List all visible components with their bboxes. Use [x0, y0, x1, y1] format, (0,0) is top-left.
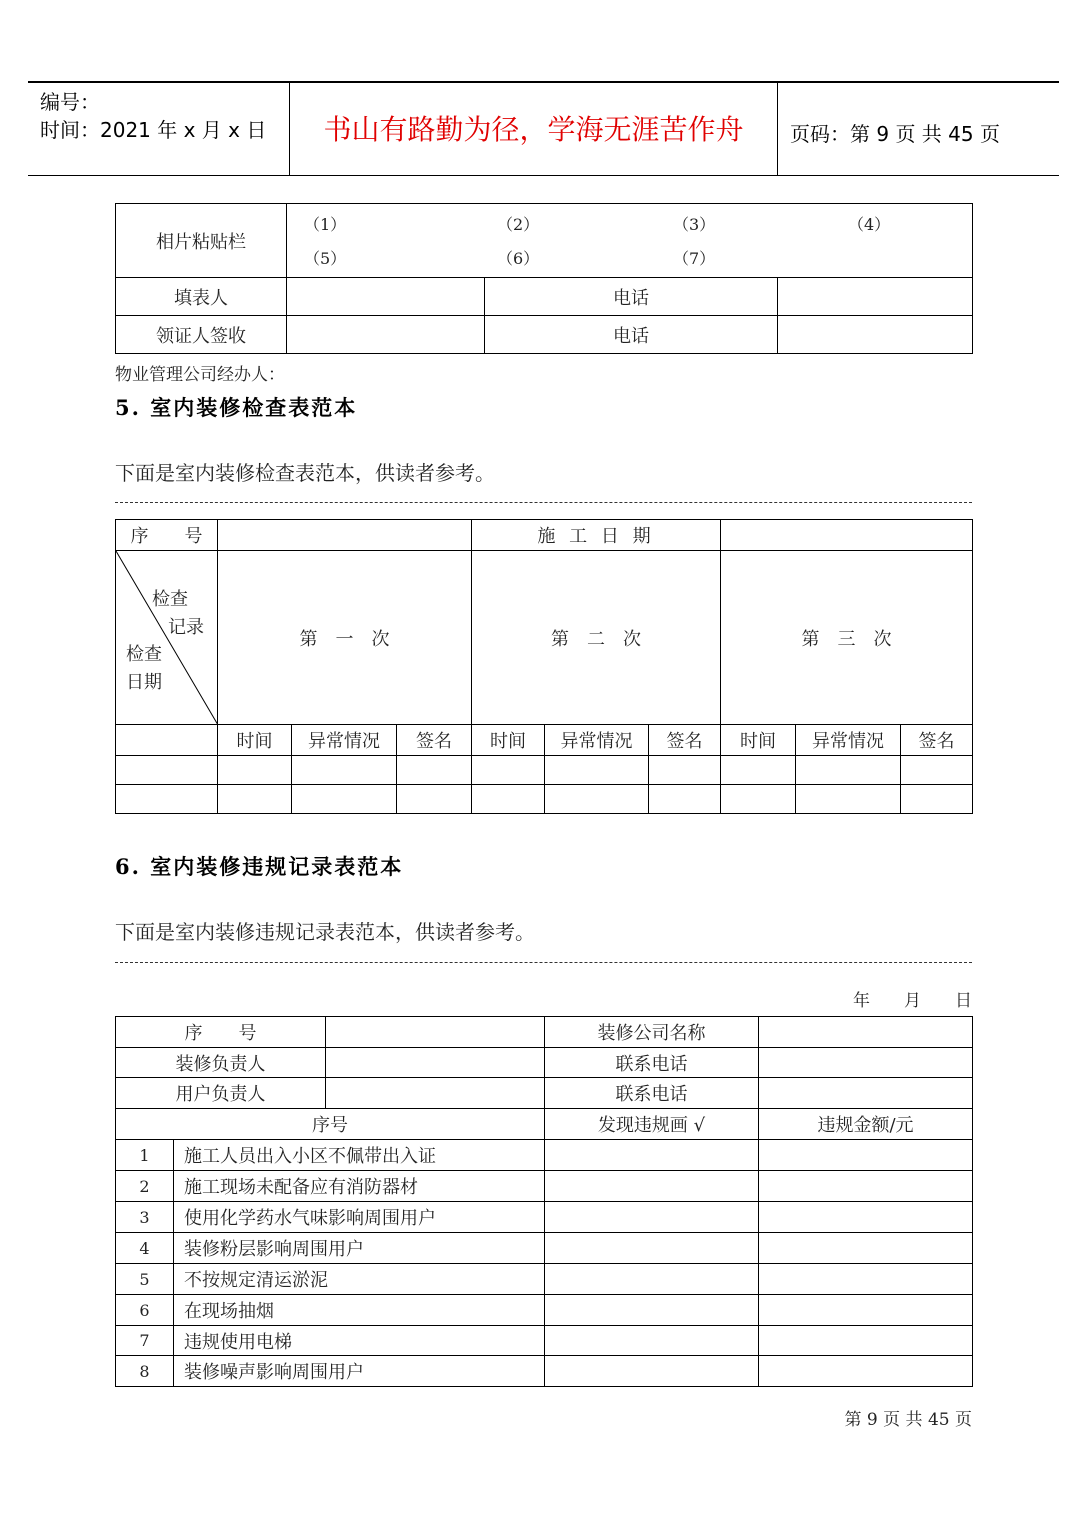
section6-heading: 6. 室内装修违规记录表范本	[115, 854, 404, 879]
section5-intro: 下面是室内装修检查表范本，供读者参考。	[115, 461, 495, 485]
subcol-anomaly: 异常情况	[545, 725, 649, 756]
item-text: 不按规定清运淤泥	[174, 1264, 545, 1295]
photo-label: 相片粘贴栏	[156, 231, 246, 253]
fine-amount-cell[interactable]	[759, 1171, 973, 1202]
photo-slots-row-2	[287, 241, 972, 275]
item-number: 8	[116, 1356, 174, 1387]
user-manager-label: 用户负责人	[116, 1078, 326, 1109]
table-row	[116, 1326, 973, 1356]
table-row	[116, 1356, 973, 1387]
item-text: 装修粉层影响周围用户	[174, 1233, 545, 1264]
inspection-cell[interactable]	[649, 785, 721, 814]
item-number: 1	[116, 1140, 174, 1171]
found-check-cell[interactable]	[545, 1264, 759, 1295]
receiver-signature-input[interactable]	[287, 316, 485, 354]
decor-manager-input[interactable]	[326, 1048, 545, 1078]
item-number: 3	[116, 1202, 174, 1233]
header-motto: 书山有路勤为径，学海无涯苦作舟	[323, 113, 744, 146]
document-time-label: 时间：2021 年 x 月 x 日	[40, 118, 267, 142]
found-check-cell[interactable]	[545, 1326, 759, 1356]
inspection-cell[interactable]	[545, 756, 649, 785]
table-row	[116, 1233, 973, 1264]
receiver-phone-label: 电话	[485, 316, 778, 354]
section6-dashed-divider	[115, 962, 972, 963]
inspection-row	[116, 756, 973, 785]
photo-slot: （4）	[848, 215, 891, 234]
fine-amount-cell[interactable]	[759, 1326, 973, 1356]
diag-label-check-2: 检查	[126, 644, 162, 665]
page-footer: 第 9 页 共 45 页	[844, 1410, 972, 1430]
inspection-cell[interactable]	[218, 785, 292, 814]
header-divider-right	[777, 82, 778, 175]
subcol-signature: 签名	[397, 725, 472, 756]
section5-dashed-divider	[115, 502, 972, 503]
photo-area[interactable]	[287, 204, 973, 278]
inspection-cell[interactable]	[796, 785, 901, 814]
contact-phone-label: 联系电话	[545, 1078, 759, 1109]
filler-input[interactable]	[287, 278, 485, 316]
photo-slot: （3）	[673, 215, 716, 234]
diag-label-date: 日期	[126, 672, 162, 693]
inspection-cell[interactable]	[721, 785, 796, 814]
round-3-header: 第 三 次	[721, 551, 973, 725]
user-manager-input[interactable]	[326, 1078, 545, 1109]
inspection-row	[116, 785, 973, 814]
photo-slot: （6）	[497, 249, 540, 268]
photo-slot: （5）	[304, 249, 347, 268]
inspection-cell[interactable]	[901, 785, 973, 814]
found-check-cell[interactable]	[545, 1356, 759, 1387]
subcol-anomaly: 异常情况	[796, 725, 901, 756]
item-number: 4	[116, 1233, 174, 1264]
photo-slots-row-1	[287, 207, 972, 241]
inspection-cell[interactable]	[796, 756, 901, 785]
page-code: 页码：第 9 页 共 45 页	[790, 122, 1000, 146]
seq-label: 序 号	[116, 1017, 326, 1048]
table-row	[116, 1202, 973, 1233]
photo-label-cell	[116, 204, 287, 278]
item-text: 使用化学药水气味影响周围用户	[174, 1202, 545, 1233]
section5-heading: 5. 室内装修检查表范本	[115, 395, 358, 420]
inspection-cell[interactable]	[292, 756, 397, 785]
diag-label-record: 记录	[168, 617, 204, 638]
item-number: 6	[116, 1295, 174, 1326]
inspection-cell[interactable]	[901, 756, 973, 785]
header-top-rule	[28, 81, 1059, 83]
header-bottom-rule	[28, 175, 1059, 176]
section6-intro: 下面是室内装修违规记录表范本，供读者参考。	[115, 920, 535, 944]
seq-label: 序 号	[116, 520, 218, 551]
inspection-cell[interactable]	[397, 756, 472, 785]
col-header-found: 发现违规画 √	[545, 1109, 759, 1140]
table-row	[116, 1264, 973, 1295]
filler-label: 填表人	[116, 278, 287, 316]
table-row	[116, 1295, 973, 1326]
subcol-signature: 签名	[649, 725, 721, 756]
inspection-cell[interactable]	[721, 756, 796, 785]
col-header-fine: 违规金额/元	[759, 1109, 973, 1140]
item-number: 7	[116, 1326, 174, 1356]
company-input[interactable]	[759, 1017, 973, 1048]
construction-date-input[interactable]	[721, 520, 973, 551]
item-number: 5	[116, 1264, 174, 1295]
item-text: 在现场抽烟	[174, 1295, 545, 1326]
fine-amount-cell[interactable]	[759, 1264, 973, 1295]
receiver-phone-input[interactable]	[778, 316, 973, 354]
agent-label: 物业管理公司经办人：	[115, 365, 285, 385]
construction-date-label: 施 工 日 期	[472, 520, 721, 551]
col-header-seq: 序号	[116, 1109, 545, 1140]
diagonal-header-cell	[116, 551, 218, 725]
fine-amount-cell[interactable]	[759, 1202, 973, 1233]
photo-slot: （2）	[497, 215, 540, 234]
round-1-header: 第 一 次	[218, 551, 472, 725]
item-text: 施工人员出入小区不佩带出入证	[174, 1140, 545, 1171]
inspection-cell[interactable]	[218, 756, 292, 785]
subcol-signature: 签名	[901, 725, 973, 756]
subcol-time: 时间	[721, 725, 796, 756]
table-row	[116, 1140, 973, 1171]
receiver-label: 领证人签收	[116, 316, 287, 354]
contact-phone-label: 联系电话	[545, 1048, 759, 1078]
found-check-cell[interactable]	[545, 1171, 759, 1202]
inspection-cell[interactable]	[472, 785, 545, 814]
filler-phone-input[interactable]	[778, 278, 973, 316]
subcol-time: 时间	[472, 725, 545, 756]
found-check-cell[interactable]	[545, 1295, 759, 1326]
item-text: 违规使用电梯	[174, 1326, 545, 1356]
table-row	[116, 1171, 973, 1202]
record-date-line: 年 月 日	[853, 991, 972, 1011]
fine-amount-cell[interactable]	[759, 1356, 973, 1387]
user-phone-input[interactable]	[759, 1078, 973, 1109]
photo-slot: （1）	[304, 215, 347, 234]
inspection-cell[interactable]	[545, 785, 649, 814]
subcol-anomaly: 异常情况	[292, 725, 397, 756]
inspection-cell[interactable]	[116, 756, 218, 785]
fine-amount-cell[interactable]	[759, 1295, 973, 1326]
inspection-table	[115, 519, 973, 814]
diag-label-check: 检查	[152, 589, 188, 610]
photo-info-table	[115, 203, 973, 354]
inspection-cell[interactable]	[116, 785, 218, 814]
inspection-cell[interactable]	[649, 756, 721, 785]
violation-table	[115, 1016, 973, 1387]
found-check-cell[interactable]	[545, 1140, 759, 1171]
subheader-blank	[116, 725, 218, 756]
item-number: 2	[116, 1171, 174, 1202]
document-number-label: 编号：	[40, 90, 100, 114]
decor-phone-input[interactable]	[759, 1048, 973, 1078]
inspection-cell[interactable]	[292, 785, 397, 814]
item-text: 施工现场未配备应有消防器材	[174, 1171, 545, 1202]
seq-input[interactable]	[218, 520, 472, 551]
fine-amount-cell[interactable]	[759, 1233, 973, 1264]
company-label: 装修公司名称	[545, 1017, 759, 1048]
round-2-header: 第 二 次	[472, 551, 721, 725]
photo-slot: （7）	[673, 249, 716, 268]
seq-input[interactable]	[326, 1017, 545, 1048]
inspection-cell[interactable]	[472, 756, 545, 785]
subcol-time: 时间	[218, 725, 292, 756]
fine-amount-cell[interactable]	[759, 1140, 973, 1171]
found-check-cell[interactable]	[545, 1202, 759, 1233]
found-check-cell[interactable]	[545, 1233, 759, 1264]
decor-manager-label: 装修负责人	[116, 1048, 326, 1078]
item-text: 装修噪声影响周围用户	[174, 1356, 545, 1387]
inspection-cell[interactable]	[397, 785, 472, 814]
filler-phone-label: 电话	[485, 278, 778, 316]
